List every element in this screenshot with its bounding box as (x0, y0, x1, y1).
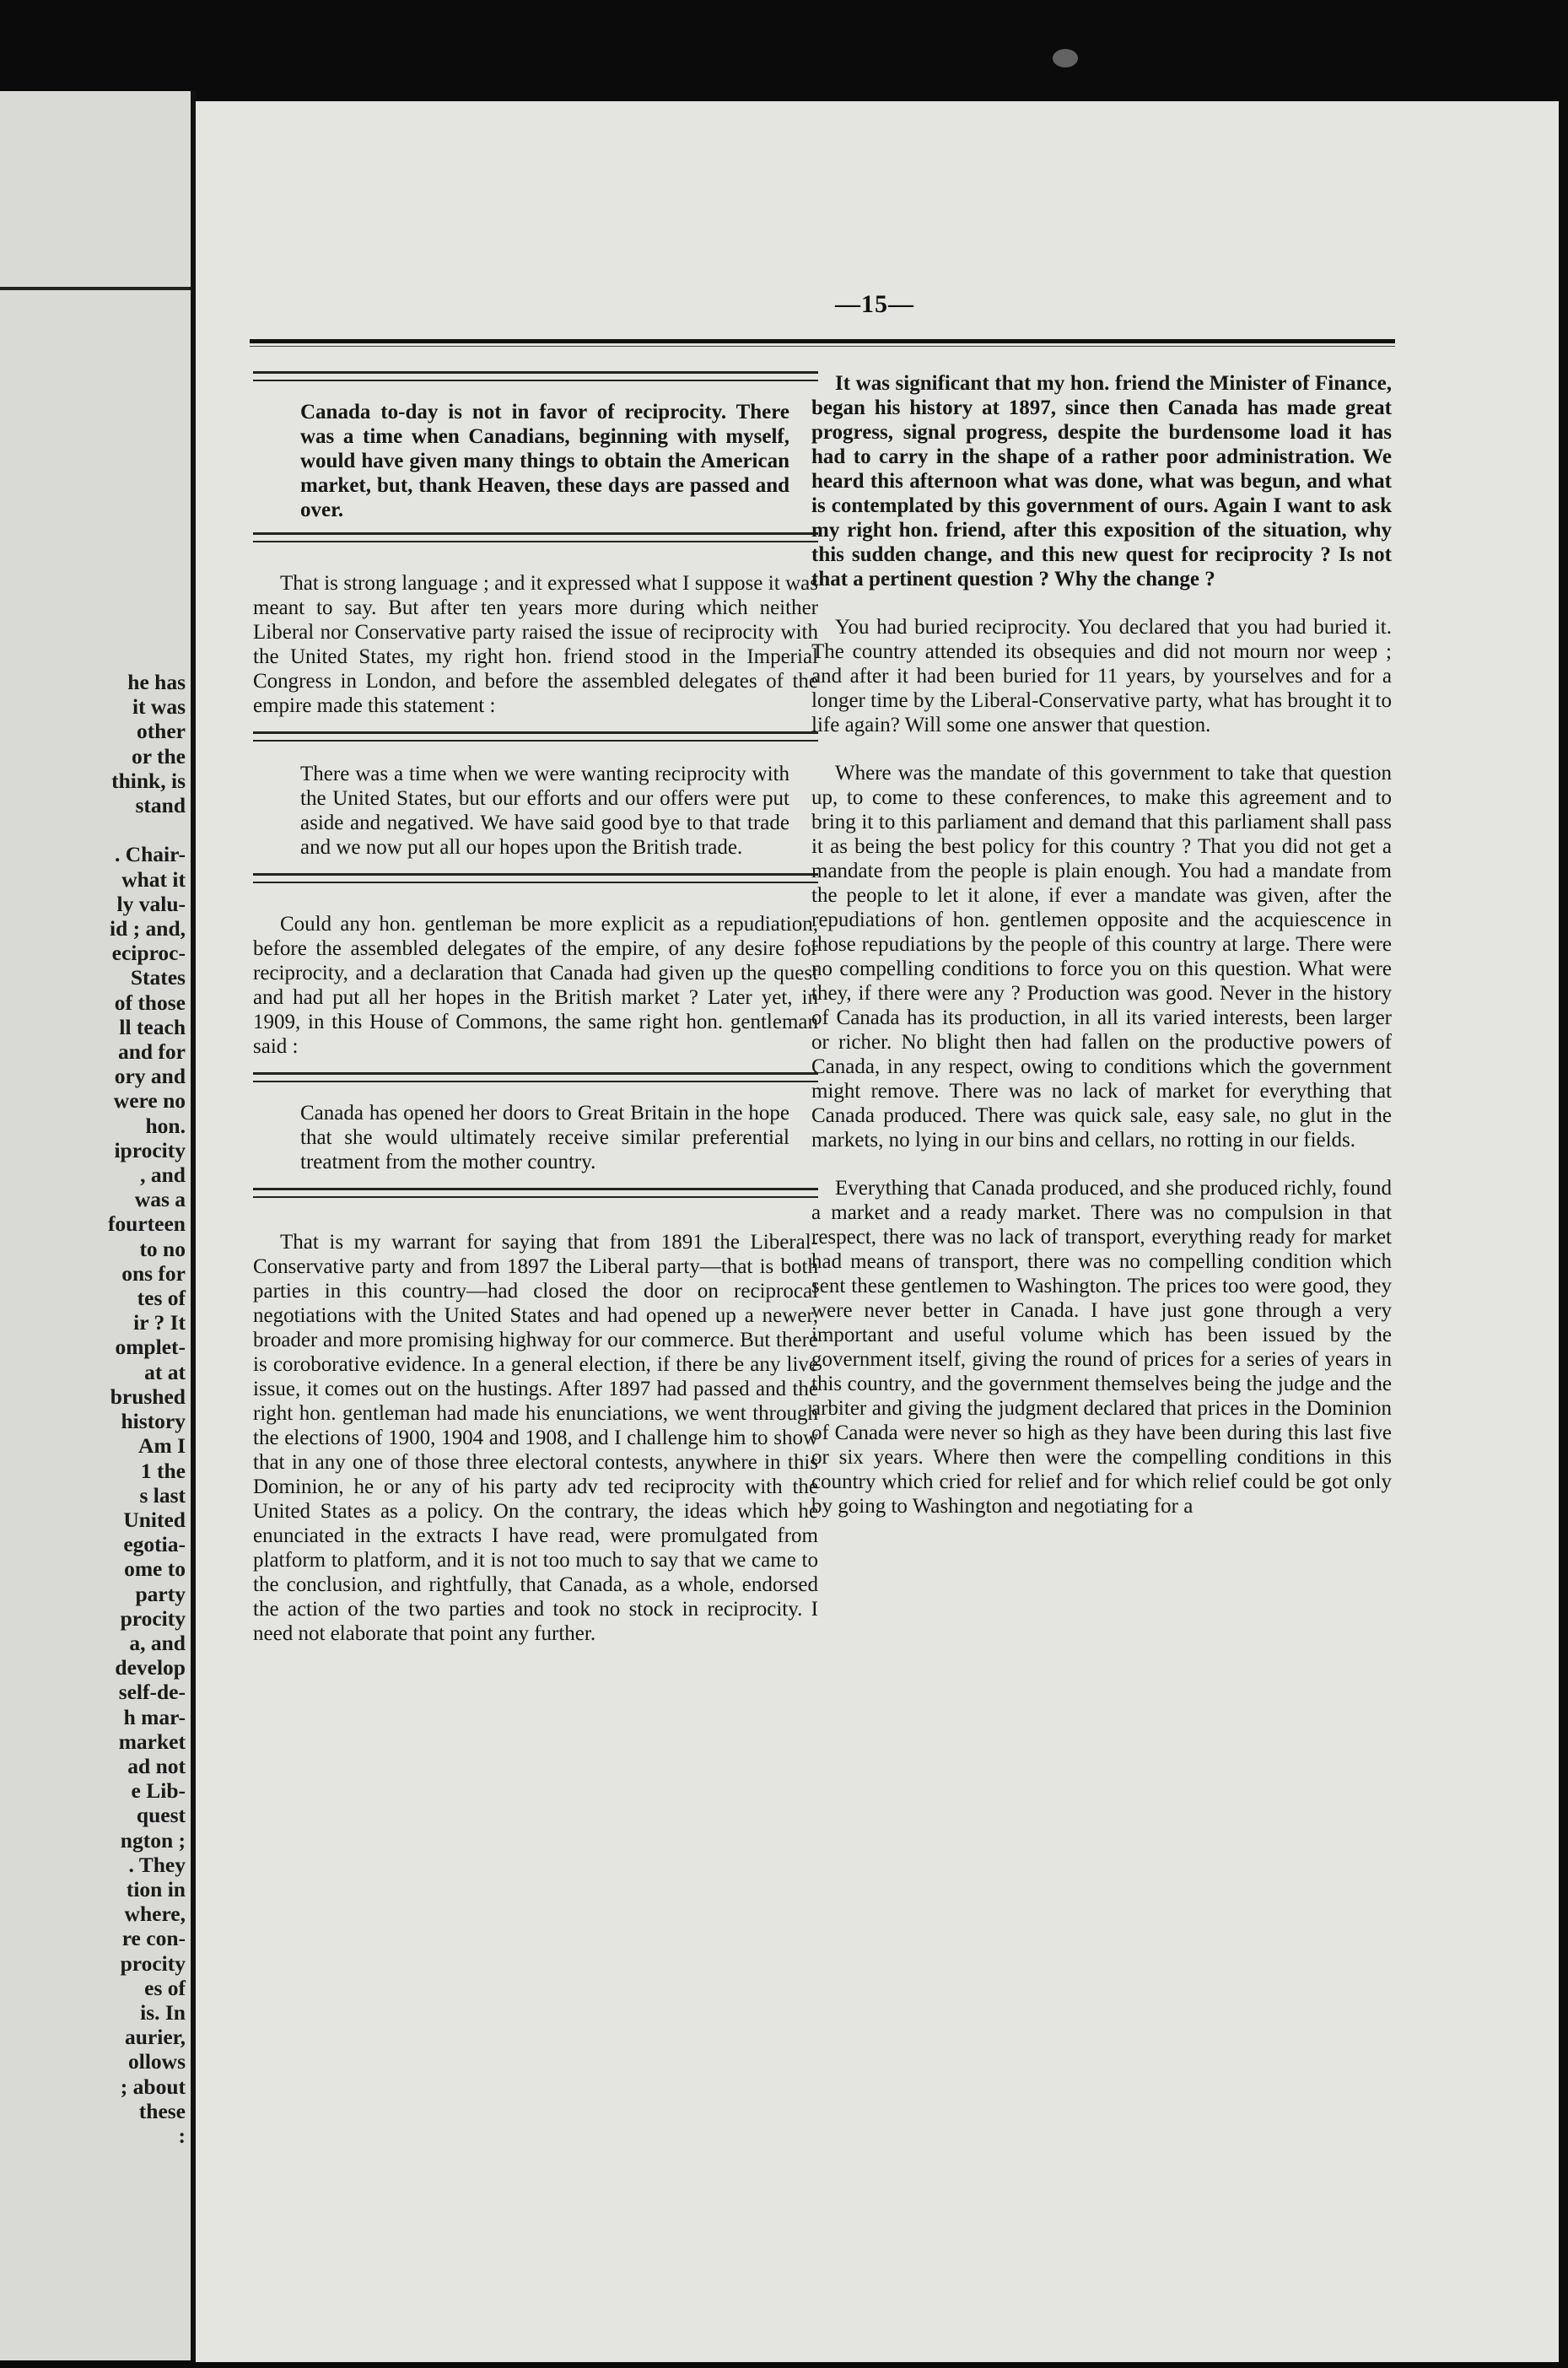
quote-rule (253, 731, 818, 742)
adjacent-page-fragment: tion in (126, 1876, 186, 1901)
adjacent-page-fragment: . They (128, 1852, 186, 1877)
adjacent-page-fragment: re con- (121, 1926, 186, 1951)
quote-block: There was a time when we were wanting reciprocity with the United States, but our efforts and our offers were put aside and negatived. We have said good bye to that trade and we now put all our hopes upon the British trade. (300, 763, 789, 859)
adjacent-page-fragment: e Lib- (131, 1778, 186, 1804)
adjacent-page-fragment: to no (139, 1236, 186, 1261)
adjacent-page-fragment: develop (115, 1655, 186, 1680)
adjacent-page-fragment: United (123, 1507, 186, 1532)
adjacent-page-fragment: of those (114, 990, 186, 1015)
adjacent-page-fragment: other (136, 719, 186, 744)
adjacent-page-fragment: procity (120, 1950, 186, 1976)
adjacent-page-fragment: , and (140, 1162, 186, 1188)
adjacent-page-fragment: or the (132, 743, 186, 769)
page (196, 101, 1559, 2362)
adjacent-page-fragment: history (121, 1409, 186, 1434)
quote-block: Canada has opened her doors to Great Britain in the hope that she would ultimately receive similar preferential treatment from the mother country. (300, 1102, 789, 1173)
quote-rule (253, 1072, 818, 1082)
adjacent-page-fragment: es of (144, 1975, 186, 2000)
adjacent-page-fragment: stand (135, 793, 186, 818)
adjacent-page-fragment: hon. (145, 1113, 186, 1138)
adjacent-page-fragment: ll teach (119, 1014, 186, 1039)
adjacent-page-fragment: ly valu- (116, 891, 186, 916)
adjacent-page-fragment: market (118, 1729, 186, 1754)
adjacent-page-fragment (5, 817, 186, 842)
adjacent-page-fragment: ; about (120, 2074, 186, 2099)
adjacent-page-fragment: ons for (121, 1260, 186, 1286)
adjacent-page-fragment: h mar- (123, 1704, 186, 1729)
adjacent-page-fragment: were no (113, 1088, 186, 1114)
body-paragraph: You had buried reciprocity. You declared that you had buried it. The country attended its obsequies and did not mourn nor weep ; and after it had been buried for 11 years, by yourselves and for a longer time by the Liberal-Conservative party, what has brought it to life again? Will some one answer that question. (811, 616, 1392, 736)
adjacent-page-fragment: is. In (140, 1999, 186, 2025)
adjacent-page-fragment: . Chair- (114, 842, 186, 867)
adjacent-page-fragment: aurier, (124, 2025, 186, 2050)
adjacent-page (0, 91, 191, 2360)
adjacent-page-fragment: it was (132, 694, 186, 720)
adjacent-page-fragment: ngton ; (120, 1827, 186, 1853)
adjacent-page-text (5, 670, 186, 2148)
adjacent-page-fragment: ollows (127, 2049, 186, 2074)
page-number: —15— (835, 290, 914, 318)
left-column (253, 371, 818, 1646)
body-paragraph: It was significant that my hon. friend the Minister of Finance, began his history at 1897, since then Canada has made great progress, signal progress, despite the burdensome load it has had to carry in the shape of a rather poor administration. We heard this afternoon what was done, what was begun, and what is contemplated by this government of ours. Again I want to ask my right hon. friend, after this exposition of the situation, why this sudden change, and this new quest for reciprocity ? Is not that a pertinent question ? Why the change ? (811, 372, 1392, 591)
adjacent-page-fragment: ir ? It (133, 1310, 186, 1335)
quote-rule (253, 532, 818, 542)
adjacent-page-fragment: procity (120, 1605, 186, 1631)
adjacent-page-fragment: ory and (114, 1064, 186, 1089)
adjacent-page-fragment: Am I (138, 1433, 186, 1459)
adjacent-page-fragment: : (178, 2123, 186, 2148)
adjacent-page-fragment: States (130, 965, 186, 990)
body-paragraph: Everything that Canada produced, and she produced richly, found a market and a ready market. There was no compulsion in that respect, there was no lack of transport, everything ready for market had means of transport, there was no compelling condition which sent these gentlemen to Washington. The prices too were good, they were never better in Canada. I have just gone through a very important and useful volume which has been issued by the government itself, giving the round of prices for a series of years in this country, and the government themselves being the judge and the arbiter and giving the judgment declared that prices in the Dominion of Canada were never so high as they have been during this last five or six years. Where then were the compelling conditions in this country which cried for relief and for which relief could be got only by going to Washington and negotiating for a (811, 1177, 1392, 1518)
adjacent-page-fragment: quest (136, 1803, 186, 1828)
adjacent-page-fragment: a, and (129, 1630, 186, 1655)
header-rule (250, 339, 1395, 343)
adjacent-page-fragment: s last (139, 1482, 186, 1508)
adjacent-page-fragment: party (135, 1581, 186, 1606)
adjacent-page-fragment: was a (134, 1187, 186, 1212)
adjacent-page-rule (0, 287, 191, 290)
quote-block: Canada to-day is not in favor of reciprocity. There was a time when Canadians, beginning with myself, would have given many things to obtain the American market, but, thank Heaven, these days are passed and over. (300, 401, 789, 521)
header-rule-thin (250, 346, 1395, 347)
adjacent-page-fragment: iprocity (114, 1137, 186, 1162)
adjacent-page-fragment: he has (127, 670, 186, 694)
adjacent-page-fragment: tes of (137, 1286, 186, 1311)
adjacent-page-fragment: what it (121, 866, 186, 892)
body-paragraph: That is strong language ; and it expressed what I suppose it was meant to say. But after ten years more during which neither Liberal nor Conservative party raised the issue of reciprocity with the United States, my right hon. friend stood in the Imperial Congress in London, and before the assembled delegates of the empire made this statement : (253, 572, 818, 717)
body-paragraph: Where was the mandate of this government to take that question up, to come to these conferences, to make this agreement and to bring it to this parliament and demand that this parliament shall pass it as being the best policy for this country ? That you did not get a mandate from the people is plain enough. You had a mandate from the people to let it alone, if ever a mandate was given, after the repudiations of hon. gentlemen opposite and the acquiescence in those repudiations by the people of this country at large. There were no compelling conditions to force you on this question. What were they, if there were any ? Production was good. Never in the history of Canada has its production, in all its varied interests, been larger or richer. No blight then had fallen on the productive powers of Canada, in any respect, owing to conditions which the government might remove. There was no lack of market for everything that Canada produced. There was quick sale, easy sale, no glut in the markets, no lying in our bins and cellars, no rotting in our fields. (811, 762, 1392, 1152)
adjacent-page-fragment: these (138, 2098, 186, 2123)
adjacent-page-fragment: id ; and, (110, 916, 186, 941)
page-speck (1053, 49, 1078, 67)
adjacent-page-fragment: 1 the (140, 1458, 186, 1483)
adjacent-page-fragment: ad not (127, 1753, 186, 1778)
quote-rule (253, 873, 818, 883)
right-column (811, 371, 1392, 1518)
adjacent-page-fragment: egotia- (123, 1532, 186, 1557)
body-paragraph: That is my warrant for saying that from 1891 the Liberal-Conservative party and from 1897 the Liberal party—that is both parties in this country—had closed the door on reciprocal negotiations with the United States and had opened up a newer, broader and more promising highway for our commerce. But there is coroborative evidence. In a general election, if there be any live issue, it comes out on the hustings. After 1897 had passed and the right hon. gentleman had made his enunciations, we went through the elections of 1900, 1904 and 1908, and I challenge him to show that in any one of those three electoral contests, anywhere in this Dominion, he or any of his party adv ted reciprocity with the United States as a policy. On the contrary, the ideas which he enunciated in the extracts I have read, were promulgated from platform to platform, and it is not too much to say that we came to the conclusion, and rightfully, that Canada, as a whole, endorsed the action of the two parties and took no stock in reciprocity. I need not elaborate that point any further. (253, 1231, 818, 1645)
adjacent-page-fragment: self-de- (118, 1680, 186, 1705)
adjacent-page-fragment: where, (124, 1901, 186, 1927)
adjacent-page-fragment: and for (117, 1039, 186, 1065)
adjacent-page-fragment: eciproc- (111, 941, 186, 966)
adjacent-page-fragment: at at (144, 1359, 186, 1384)
adjacent-page-fragment: ome to (124, 1556, 186, 1582)
quote-rule (253, 371, 818, 381)
adjacent-page-fragment: omplet- (115, 1335, 186, 1360)
adjacent-page-fragment: fourteen (107, 1211, 186, 1237)
adjacent-page-fragment: think, is (111, 768, 186, 793)
quote-rule (253, 1188, 818, 1198)
body-paragraph: Could any hon. gentleman be more explicit as a repudiation, before the assembled delegates of the empire, of any desire for reciprocity, and a declaration that Canada had given up the quest and had put all her hopes in the British market ? Later yet, in 1909, in this House of Commons, the same right hon. gentleman said : (253, 913, 818, 1058)
adjacent-page-fragment: brushed (110, 1384, 186, 1409)
